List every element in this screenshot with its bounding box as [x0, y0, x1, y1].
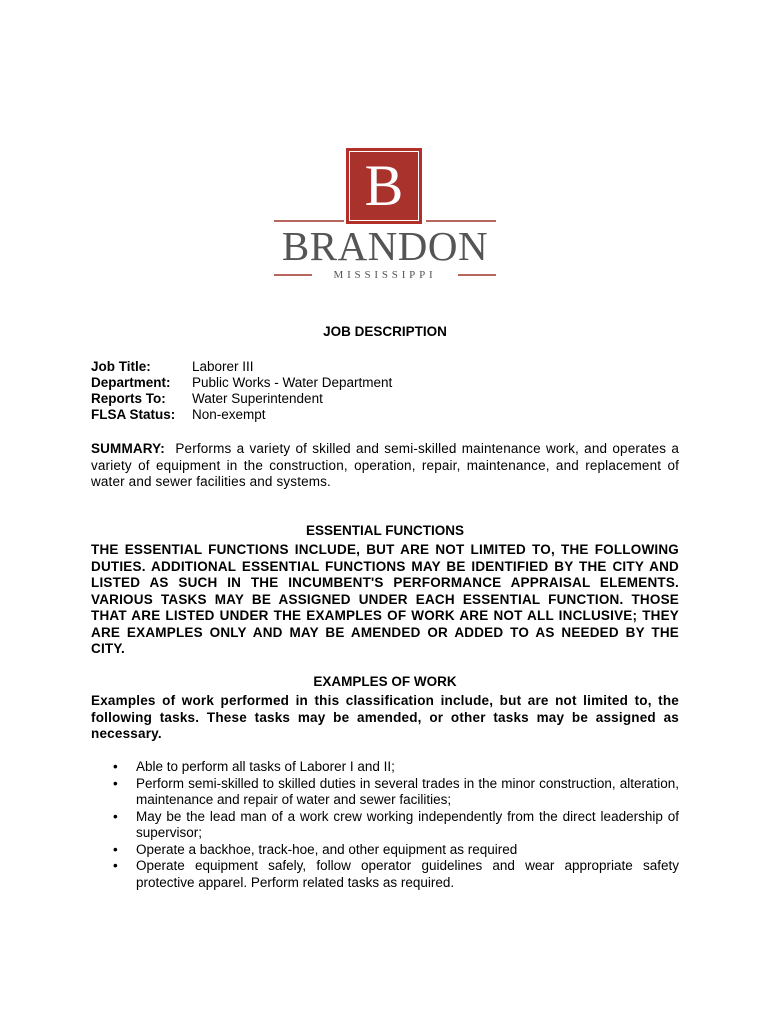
list-item-text: Perform semi-skilled to skilled duties in several trades in the minor construction, alteration, maintenance and repair of water and sewer facilities;	[136, 775, 679, 807]
list-item	[91, 759, 679, 776]
logo-letter: B	[350, 152, 418, 220]
list-item-text: Operate a backhoe, track-hoe, and other equipment as required	[136, 841, 518, 857]
essential-functions-heading: ESSENTIAL FUNCTIONS	[305, 523, 464, 538]
essential-functions-body: THE ESSENTIAL FUNCTIONS INCLUDE, BUT ARE NOT LIMITED TO, THE FOLLOWING DUTIES. ADDITIONAL ESSENTIAL FUNCTIONS MAY BE IDENTIFIED BY THE CITY AND LISTED AS SUCH IN THE INCUMBENT'S PERFORMANCE APPRAISAL ELEMENTS. VARIOUS TASKS MAY BE ASSIGNED UNDER EACH ESSENTIAL FUNCTION. THOSE THAT ARE LISTED UNDER THE EXAMPLES OF WORK ARE NOT ALL INCLUSIVE; THEY ARE EXAMPLES ONLY AND MAY BE AMENDED OR ADDED TO AS NEEDED BY THE CITY.	[91, 542, 679, 656]
logo-wordmark: BRANDON	[281, 223, 489, 269]
list-item	[91, 858, 679, 891]
department-value: Public Works - Water Department	[192, 375, 393, 390]
summary-label: SUMMARY:	[91, 441, 165, 456]
flsa-status-row	[91, 407, 392, 423]
job-title-value: Laborer III	[192, 359, 254, 374]
reports-to-label: Reports To:	[91, 391, 166, 406]
list-item-text: Operate equipment safely, follow operator guidelines and wear appropriate safety protective apparel. Perform related tasks as required.	[136, 858, 679, 890]
examples-list	[91, 759, 679, 891]
list-item	[91, 842, 679, 859]
brandon-logo	[274, 148, 496, 282]
job-title-row	[91, 359, 392, 375]
list-item-text: May be the lead man of a work crew working independently from the direct leadership of supervisor;	[136, 808, 679, 840]
bullet-icon: •	[113, 858, 118, 873]
list-item	[91, 776, 679, 809]
list-item-text: Able to perform all tasks of Laborer I and II;	[136, 759, 395, 774]
department-label: Department:	[91, 375, 171, 390]
job-info	[91, 359, 392, 423]
page-title: JOB DESCRIPTION	[323, 324, 447, 339]
logo-rule-bottom-left	[274, 274, 312, 276]
examples-heading: EXAMPLES OF WORK	[313, 674, 457, 689]
summary-text: Performs a variety of skilled and semi-skilled maintenance work, and operates a variety of equipment in the construction, operation, repair, maintenance, and replacement of water and sewer facilities and systems.	[91, 441, 679, 489]
bullet-icon: •	[113, 775, 118, 791]
reports-to-value: Water Superintendent	[192, 391, 323, 406]
bullet-icon: •	[113, 841, 118, 857]
department-row	[91, 375, 392, 391]
flsa-status-value: Non-exempt	[192, 407, 266, 422]
list-item	[91, 809, 679, 842]
flsa-status-label: FLSA Status:	[91, 407, 176, 422]
logo-state: MISSISSIPPI	[333, 269, 437, 281]
job-title-label: Job Title:	[91, 359, 151, 374]
examples-intro: Examples of work performed in this classification include, but are not limited to, the following tasks. These tasks may be amended, or other tasks may be assigned as necessary.	[91, 693, 679, 741]
logo-rule-bottom-right	[458, 274, 496, 276]
bullet-icon: •	[113, 759, 118, 774]
summary-paragraph	[91, 441, 679, 491]
bullet-icon: •	[113, 808, 118, 824]
reports-to-row	[91, 391, 392, 407]
